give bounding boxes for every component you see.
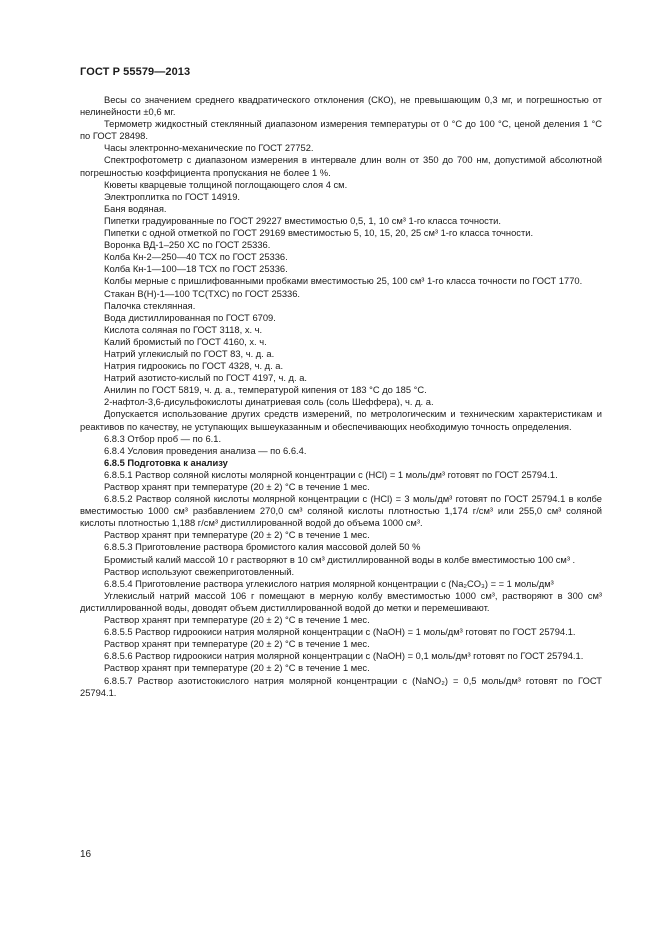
paragraph: Допускается использование других средств измерений, по метрологическим и техническим характеристикам и реактивов по качеству, не уступающих вышеуказанным и обеспечивающих необходимую точность определения. xyxy=(80,409,602,432)
paragraph: Анилин по ГОСТ 5819, ч. д. а., температурой кипения от 183 °С до 185 °С. xyxy=(104,385,427,396)
paragraph: Пипетки градуированные по ГОСТ 29227 вместимостью 0,5, 1, 10 см³ 1-го класса точности. xyxy=(104,215,501,226)
paragraph: Часы электронно-механические по ГОСТ 27752. xyxy=(104,143,314,154)
paragraph: Раствор хранят при температуре (20 ± 2) °С в течение 1 мес. xyxy=(104,615,370,626)
paragraph: Раствор хранят при температуре (20 ± 2) °С в течение 1 мес. xyxy=(104,663,370,674)
paragraph: Колба Кн-1—100—18 ТСХ по ГОСТ 25336. xyxy=(104,264,288,275)
paragraph: 6.8.5.7 Раствор азотистокислого натрия молярной концентрации с (NaNO₂) = 0,5 моль/дм³ готовят по ГОСТ 25794.1. xyxy=(80,675,602,698)
paragraph: 6.8.5.4 Приготовление раствора углекислого натрия молярной концентрации с (Na₂CO₃) = = 1 моль/дм³ xyxy=(104,578,554,589)
paragraph: 6.8.5.3 Приготовление раствора бромистого калия массовой долей 50 % xyxy=(104,542,421,553)
paragraph: Раствор используют свежеприготовленный. xyxy=(104,566,295,577)
paragraph: 6.8.5.1 Раствор соляной кислоты молярной концентрации с (HCl) = 1 моль/дм³ готовят по ГОСТ 25794.1. xyxy=(104,469,558,480)
paragraph: 2-нафтол-3,6-дисульфокислоты динатриевая соль (соль Шеффера), ч. д. а. xyxy=(104,397,434,408)
section-item: 6.8.4 Условия проведения анализа — по 6.6.4. xyxy=(104,445,307,456)
paragraph: Кюветы кварцевые толщиной поглощающего слоя 4 см. xyxy=(104,179,348,190)
paragraph: Весы со значением среднего квадратического отклонения (СКО), не превышающим 0,3 мг, и погрешностью от нелинейности ±0,6 мг. xyxy=(80,95,602,118)
section-item: 6.8.3 Отбор проб — по 6.1. xyxy=(104,433,222,444)
paragraph: 6.8.5.6 Раствор гидроокиси натрия молярной концентрации с (NaOH) = 0,1 моль/дм³ готовят по ГОСТ 25794.1. xyxy=(104,651,584,662)
paragraph: Бромистый калий массой 10 г растворяют в 10 см³ дистиллированной воды в колбе вместимостью 100 см³ . xyxy=(104,554,576,565)
paragraph: Натрий углекислый по ГОСТ 83, ч. д. а. xyxy=(104,348,275,359)
document-body xyxy=(80,94,602,699)
paragraph: Электроплитка по ГОСТ 14919. xyxy=(104,191,240,202)
paragraph: Стакан В(Н)-1—100 ТС(ТХС) по ГОСТ 25336. xyxy=(104,288,301,299)
paragraph: Раствор хранят при температуре (20 ± 2) °С в течение 1 мес. xyxy=(104,530,370,541)
paragraph: Калий бромистый по ГОСТ 4160, х. ч. xyxy=(104,336,267,347)
page-number: 16 xyxy=(80,849,92,860)
paragraph: Колбы мерные с пришлифованными пробками вместимостью 25, 100 см³ 1-го класса точности по ГОСТ 1770. xyxy=(104,276,583,287)
document-header: ГОСТ Р 55579—2013 xyxy=(80,66,191,78)
paragraph: Колба Кн-2—250—40 ТСХ по ГОСТ 25336. xyxy=(104,252,288,263)
paragraph: Кислота соляная по ГОСТ 3118, х. ч. xyxy=(104,324,263,335)
paragraph: Воронка ВД-1–250 ХС по ГОСТ 25336. xyxy=(104,240,271,251)
paragraph: 6.8.5.5 Раствор гидроокиси натрия молярной концентрации с (NaOH) = 1 моль/дм³ готовят по ГОСТ 25794.1. xyxy=(104,627,576,638)
paragraph: Баня водяная. xyxy=(104,203,167,214)
paragraph: Вода дистиллированная по ГОСТ 6709. xyxy=(104,312,276,323)
section-heading: 6.8.5 Подготовка к анализу xyxy=(104,457,228,468)
paragraph: Пипетки с одной отметкой по ГОСТ 29169 вместимостью 5, 10, 15, 20, 25 см³ 1-го класса точности. xyxy=(104,228,534,239)
paragraph: Натрий азотисто-кислый по ГОСТ 4197, ч. д. а. xyxy=(104,373,307,384)
paragraph: Термометр жидкостный стеклянный диапазоном измерения температуры от 0 °С до 100 °С, ценой деления 1 °С по ГОСТ 28498. xyxy=(80,119,602,142)
paragraph: Натрия гидроокись по ГОСТ 4328, ч. д. а. xyxy=(104,361,284,372)
paragraph: Палочка стеклянная. xyxy=(104,300,196,311)
paragraph: 6.8.5.2 Раствор соляной кислоты молярной концентрации с (HCl) = 3 моль/дм³ готовят по ГОСТ 25794.1 в колбе вместимостью 1000 см³ разбавлением 270,0 см³ соляной кислоты плотностью 1,174 г/см³ или 255,0 см³ соляной кислоты плотностью 1,188 г/см³ дистиллированной водой до объема 1000 см³. xyxy=(80,494,602,529)
paragraph: Спектрофотометр с диапазоном измерения в интервале длин волн от 350 до 700 нм, допустимой абсолютной погрешностью коэффициента пропускания не более 1 %. xyxy=(80,155,602,178)
paragraph: Раствор хранят при температуре (20 ± 2) °С в течение 1 мес. xyxy=(104,482,370,492)
paragraph: Раствор хранят при температуре (20 ± 2) °С в течение 1 мес. xyxy=(104,639,370,650)
paragraph: Углекислый натрий массой 106 г помещают в мерную колбу вместимостью 1000 см³, растворяют в 300 см³ дистиллированной воды, доводят объем дистиллированной водой до метки и перемешивают. xyxy=(80,590,602,613)
